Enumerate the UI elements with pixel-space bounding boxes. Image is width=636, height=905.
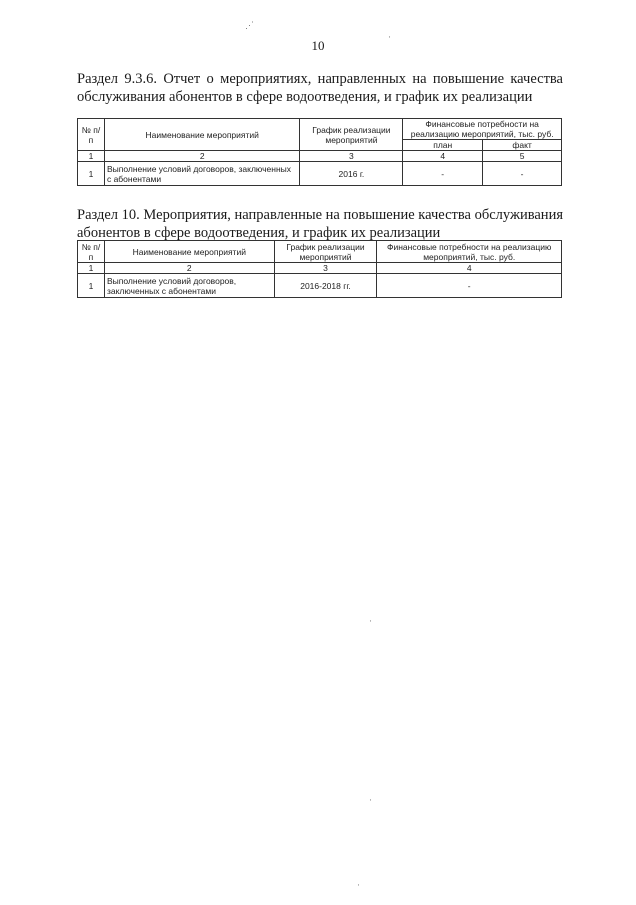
table-10	[77, 240, 562, 298]
row-fact: -	[483, 162, 562, 186]
header-schedule: График реализации мероприятий	[274, 241, 377, 263]
row-number: 1	[78, 162, 105, 186]
row-plan: -	[403, 162, 483, 186]
scan-speck: ⋰	[245, 20, 254, 30]
scan-speck: ·	[369, 795, 372, 805]
table-9-3-6	[77, 118, 562, 186]
table-row	[78, 162, 562, 186]
page-number: 10	[311, 38, 325, 53]
index-cell: 4	[403, 151, 483, 162]
section-heading-10: Раздел 10. Мероприятия, направленные на повышение качества обслуживания абонентов в сфере водоотведения, и график их реализации	[77, 207, 563, 241]
header-schedule: График реализации мероприятий	[300, 119, 403, 151]
row-schedule: 2016 г.	[300, 162, 403, 186]
row-name: Выполнение условий договоров, заключенных с абонентами	[104, 162, 300, 186]
row-finance: -	[377, 274, 562, 298]
table-index-row	[78, 151, 562, 162]
index-cell: 3	[274, 263, 377, 274]
header-number: № п/п	[78, 119, 105, 151]
row-name: Выполнение условий договоров, заключенных с абонентами	[104, 274, 274, 298]
index-cell: 4	[377, 263, 562, 274]
header-plan: план	[403, 140, 483, 151]
table-row	[78, 274, 562, 298]
scan-speck: ·	[357, 880, 360, 890]
header-finance: Финансовые потребности на реализацию мероприятий, тыс. руб.	[377, 241, 562, 263]
scan-speck: ·	[388, 32, 391, 42]
header-name: Наименование мероприятий	[104, 119, 300, 151]
section-heading-9-3-6: Раздел 9.3.6. Отчет о мероприятиях, направленных на повышение качества обслуживания абонентов в сфере водоотведения, и график их реализации	[77, 71, 563, 105]
index-cell: 3	[300, 151, 403, 162]
header-fact: факт	[483, 140, 562, 151]
index-cell: 5	[483, 151, 562, 162]
index-cell: 2	[104, 151, 300, 162]
index-cell: 1	[78, 263, 105, 274]
row-number: 1	[78, 274, 105, 298]
header-finance: Финансовые потребности на реализацию мероприятий, тыс. руб.	[403, 119, 562, 140]
table-index-row	[78, 263, 562, 274]
row-schedule: 2016-2018 гг.	[274, 274, 377, 298]
index-cell: 2	[104, 263, 274, 274]
index-cell: 1	[78, 151, 105, 162]
header-name: Наименование мероприятий	[104, 241, 274, 263]
header-number: № п/п	[78, 241, 105, 263]
scan-speck: ·	[369, 616, 372, 626]
